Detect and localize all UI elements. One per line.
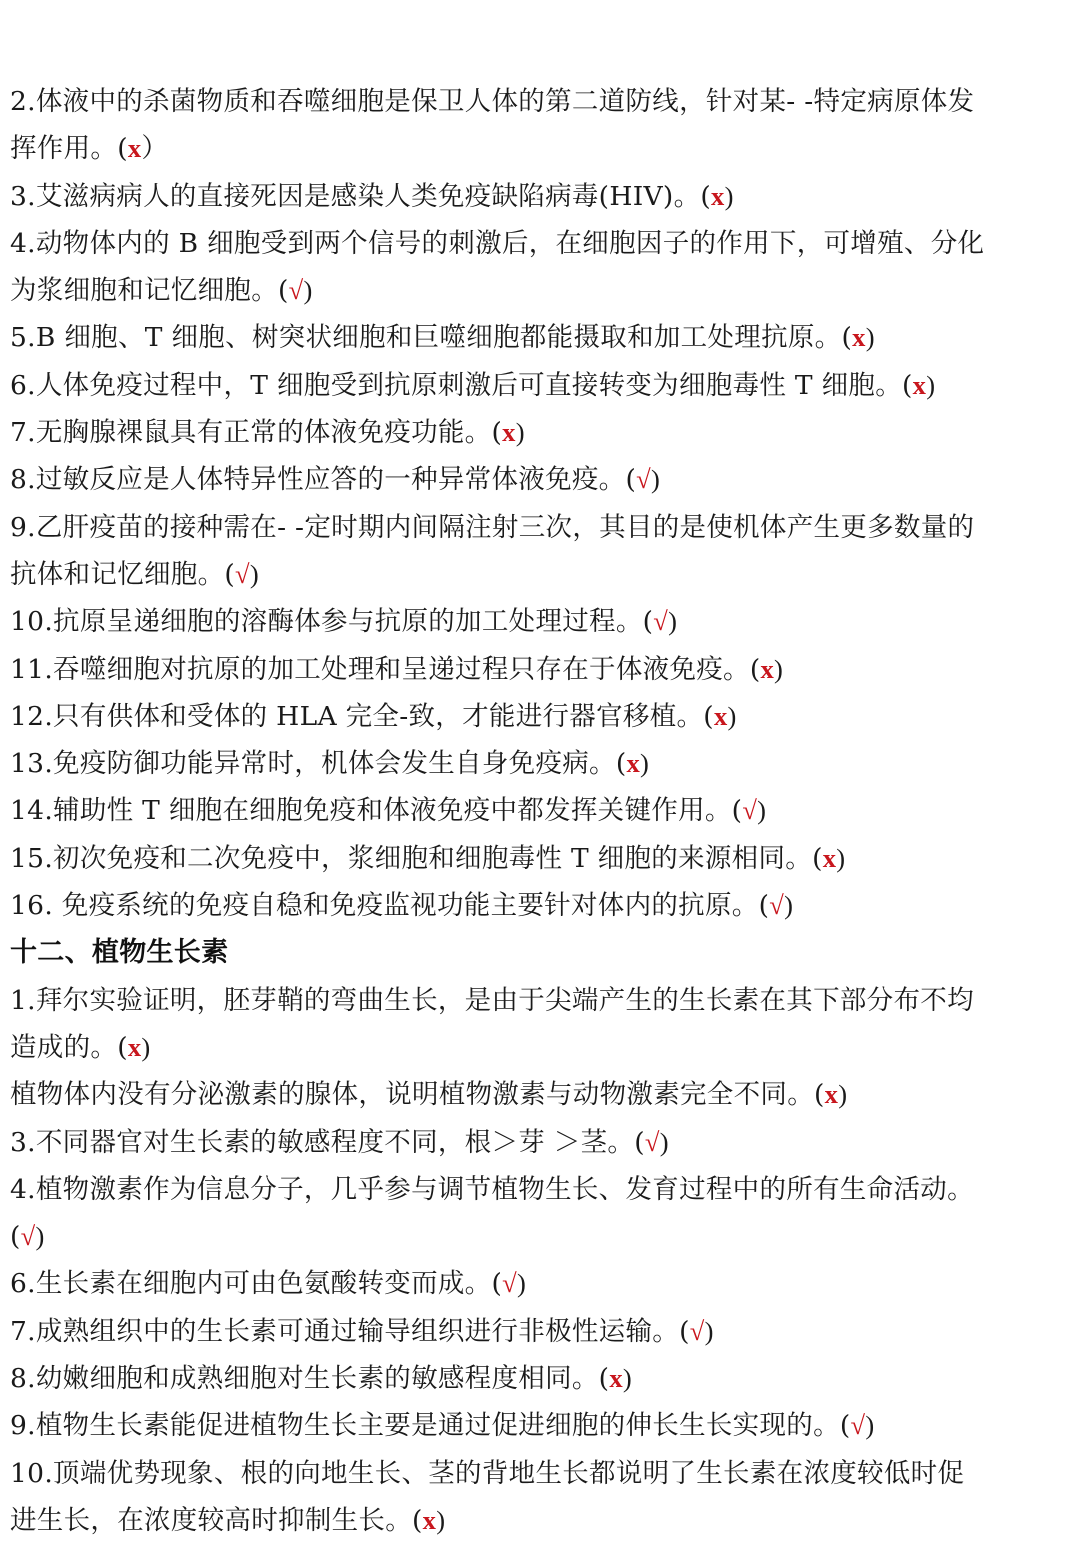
closing-paren: ) (774, 653, 784, 684)
text-line (10, 1166, 1072, 1213)
line-text: 2.体液中的杀菌物质和吞噬细胞是保卫人体的第二道防线，针对某- -特定病原体发 (10, 86, 975, 117)
line-text: 造成的。( (10, 1031, 128, 1063)
line-text: 8.过敏反应是人体特异性应答的一种异常体液免疫。( (10, 464, 637, 496)
line-text: 5.B 细胞、T 细胞、树突状细胞和巨噬细胞都能摄取和加工处理抗原。( (10, 322, 853, 354)
line-text: 抗体和记忆细胞。( (10, 558, 236, 590)
line-text: 3.艾滋病病人的直接死因是感染人类免疫缺陷病毒(HIV)。( (10, 180, 712, 212)
text-line (10, 362, 1072, 409)
text-line (10, 125, 1072, 172)
closing-paren: ) (249, 558, 260, 589)
text-line (10, 882, 1072, 929)
line-text: 植物体内没有分泌激素的腺体，说明植物激素与动物激素完全不同。( (10, 1079, 825, 1111)
line-text: 13.免疫防御功能异常时，机体会发生自身免疫病。( (10, 748, 627, 780)
line-text: 1.拜尔实验证明，胚芽鞘的弯曲生长，是由于尖端产生的生长素在其下部分布不均 (10, 984, 974, 1016)
cross-mark: x (127, 133, 142, 164)
check-mark: √ (502, 1268, 517, 1299)
closing-paren: ) (838, 1079, 848, 1110)
cross-mark: x (626, 748, 641, 779)
text-line (10, 504, 1072, 551)
cross-mark: x (609, 1363, 623, 1394)
text-line (10, 456, 1072, 503)
cross-mark: x (711, 180, 725, 211)
cross-mark: x (822, 842, 837, 873)
closing-paren: ) (784, 890, 794, 921)
line-text: ( (10, 1221, 21, 1253)
line-text: 进生长，在浓度较高时抑制生长。( (10, 1504, 423, 1536)
line-text: 4.植物激素作为信息分子，几乎参与调节植物生长、发育过程中的所有生命活动。 (10, 1173, 974, 1205)
closing-paren: ) (650, 464, 661, 495)
line-text: 6.生长素在细胞内可由色氨酸转变而成。( (10, 1268, 503, 1300)
line-text: 4.动物体内的 B 细胞受到两个信号的刺激后，在细胞因子的作用下，可增殖、分化 (10, 227, 985, 259)
check-mark: √ (653, 606, 669, 637)
line-text: 8.幼嫩细胞和成熟细胞对生长素的敏感程度相同。( (10, 1363, 610, 1395)
text-line (10, 740, 1072, 787)
section-heading (10, 929, 1072, 976)
text-line (10, 598, 1072, 645)
text-line (10, 78, 1072, 125)
check-mark: √ (689, 1315, 705, 1346)
text-line (10, 267, 1072, 314)
check-mark: √ (636, 464, 651, 495)
cross-mark: x (760, 653, 775, 684)
cross-mark: x (713, 700, 728, 731)
closing-paren: ) (757, 795, 767, 826)
text-line (10, 1450, 1072, 1497)
line-text: 挥作用。( (10, 133, 128, 165)
line-text: 7.成熟组织中的生长素可通过输导组织进行非极性运输。( (10, 1315, 690, 1347)
text-line (10, 1213, 1072, 1260)
text-line (10, 1071, 1072, 1118)
line-text: 10.抗原呈递细胞的溶酶体参与抗原的加工处理过程。( (10, 606, 654, 638)
text-line (10, 409, 1072, 456)
closing-paren: ) (640, 748, 650, 779)
closing-paren: ) (865, 1410, 875, 1441)
cross-mark: x (502, 417, 516, 448)
check-mark: √ (235, 558, 250, 589)
closing-paren: ) (659, 1126, 669, 1157)
text-line (10, 646, 1072, 693)
line-text: 14.辅助性 T 细胞在细胞免疫和体液免疫中都发挥关键作用。( (10, 795, 743, 827)
closing-paren: ) (836, 842, 846, 873)
line-text: 3.不同器官对生长素的敏感程度不同，根＞芽 ＞茎。( (10, 1126, 645, 1158)
closing-paren: ) (35, 1221, 45, 1252)
text-line (10, 693, 1072, 740)
closing-paren: ) (865, 322, 875, 353)
check-mark: √ (769, 890, 785, 921)
check-mark: √ (644, 1126, 660, 1157)
text-line (10, 1308, 1072, 1355)
line-text: 十二、植物生长素 (10, 937, 229, 969)
line-text: 11.吞噬细胞对抗原的加工处理和呈递过程只存在于体液免疫。( (10, 653, 761, 685)
text-line (10, 551, 1072, 598)
line-text: 6.人体免疫过程中，T 细胞受到抗原刺激后可直接转变为细胞毒性 T 细胞。( (10, 369, 913, 401)
check-mark: √ (742, 795, 758, 826)
text-line (10, 220, 1072, 267)
closing-paren: ) (704, 1315, 714, 1346)
text-line (10, 1024, 1072, 1071)
text-line (10, 1260, 1072, 1307)
closing-paren: ) (515, 417, 525, 448)
line-text: 16. 免疫系统的免疫自稳和免疫监视功能主要针对体内的抗原。( (10, 890, 770, 922)
text-line (10, 977, 1072, 1024)
cross-mark: x (824, 1079, 839, 1110)
text-line (10, 1119, 1072, 1166)
line-text: 为浆细胞和记忆细胞。( (10, 275, 289, 307)
closing-paren: ) (622, 1363, 633, 1394)
closing-paren: ） (141, 133, 169, 164)
line-text: 10.顶端优势现象、根的向地生长、茎的背地生长都说明了生长素在浓度较低时促 (10, 1457, 965, 1489)
closing-paren: ) (727, 700, 737, 731)
text-line (10, 1355, 1072, 1402)
check-mark: √ (850, 1410, 866, 1441)
line-text: 9.乙肝疫苗的接种需在- -定时期内间隔注射三次，其目的是使机体产生更多数量的 (10, 511, 975, 543)
line-text: 9.植物生长素能促进植物生长主要是通过促进细胞的伸长生长实现的。( (10, 1410, 851, 1442)
check-mark: √ (288, 275, 304, 306)
closing-paren: ) (668, 606, 678, 637)
text-line (10, 1497, 1072, 1544)
closing-paren: ) (303, 275, 313, 306)
cross-mark: x (912, 369, 927, 400)
text-line (10, 314, 1072, 361)
text-line (10, 1402, 1072, 1449)
cross-mark: x (127, 1031, 142, 1062)
text-line (10, 787, 1072, 834)
closing-paren: ) (141, 1031, 151, 1062)
cross-mark: x (422, 1504, 437, 1535)
text-line (10, 835, 1072, 882)
line-text: 12.只有供体和受体的 HLA 完全-致，才能进行器官移植。( (10, 700, 714, 732)
closing-paren: ) (516, 1268, 527, 1299)
closing-paren: ) (436, 1504, 446, 1535)
closing-paren: ) (724, 180, 734, 211)
line-text: 7.无胸腺裸鼠具有正常的体液免疫功能。( (10, 417, 503, 449)
closing-paren: ) (926, 369, 936, 400)
document-body (0, 78, 1072, 1544)
text-line (10, 173, 1072, 220)
line-text: 15.初次免疫和二次免疫中，浆细胞和细胞毒性 T 细胞的来源相同。( (10, 842, 823, 874)
check-mark: √ (20, 1221, 36, 1252)
cross-mark: x (852, 322, 866, 353)
